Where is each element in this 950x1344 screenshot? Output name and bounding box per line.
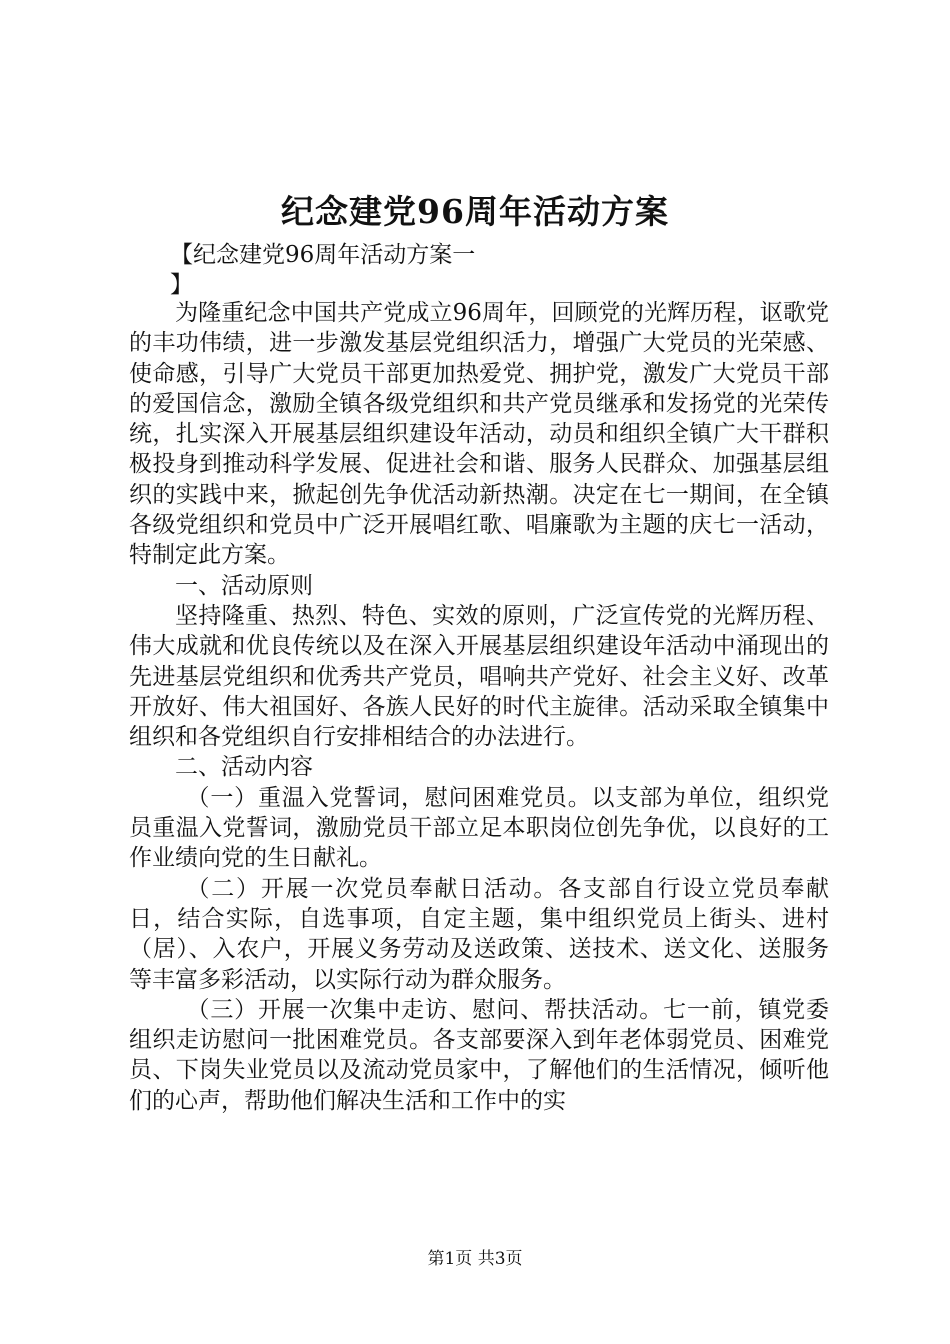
- section-heading-content: 二、活动内容: [175, 754, 313, 781]
- document-subtitle: [170, 240, 590, 300]
- page-number: 第1页 共3页: [427, 1249, 523, 1269]
- paragraph-principles: 坚持隆重、热烈、特色、实效的原则，广泛宣传党的光辉历程、伟大成就和优良传统以及在深入开展基层组织建设年活动中涌现出的先进基层党组织和优秀共产党员，唱响共产党好、社会主义好、改革开放好、伟大祖国好、各族人民好的时代主旋律。活动采取全镇集中组织和各党组织自行安排相结合的办法进行。: [129, 602, 829, 751]
- paragraph-item-3: （三）开展一次集中走访、慰问、帮扶活动。七一前，镇党委组织走访慰问一批困难党员。各支部要深入到年老体弱党员、困难党员、下岗失业党员以及流动党员家中，了解他们的生活情况，倾听他们的心声，帮助他们解决生活和工作中的实: [129, 996, 829, 1114]
- paragraph-item-2: （二）开展一次党员奉献日活动。各支部自行设立党员奉献日，结合实际，自选事项，自定主题，集中组织党员上街头、进村（居）、入农户，开展义务劳动及送政策、送技术、送文化、送服务等丰富多彩活动，以实际行动为群众服务。: [129, 875, 829, 993]
- paragraph-intro: 为隆重纪念中国共产党成立96周年，回顾党的光辉历程，讴歌党的丰功伟绩，进一步激发基层党组织活力，增强广大党员的光荣感、使命感，引导广大党员干部更加热爱党、拥护党，激发广大党员干部的爱国信念，激励全镇各级党组织和共产党员继承和发扬党的光荣传统，扎实深入开展基层组织建设年活动，动员和组织全镇广大干群积极投身到推动科学发展、促进社会和谐、服务人民群众、加强基层组织的实践中来，掀起创先争优活动新热潮。决定在七一期间，在全镇各级党组织和党员中广泛开展唱红歌、唱廉歌为主题的庆七一活动，特制定此方案。: [129, 300, 829, 569]
- paragraph-item-1: （一）重温入党誓词，慰问困难党员。以支部为单位，组织党员重温入党誓词，激励党员干部立足本职岗位创先争优，以良好的工作业绩向党的生日献礼。: [129, 784, 829, 872]
- page-footer: [0, 1244, 950, 1269]
- subtitle-text: 【纪念建党96周年活动方案一 】: [170, 242, 476, 298]
- section-heading-principles: 一、活动原则: [175, 572, 313, 599]
- document-body: [129, 298, 829, 1116]
- document-title: 纪念建党96周年活动方案: [281, 192, 669, 231]
